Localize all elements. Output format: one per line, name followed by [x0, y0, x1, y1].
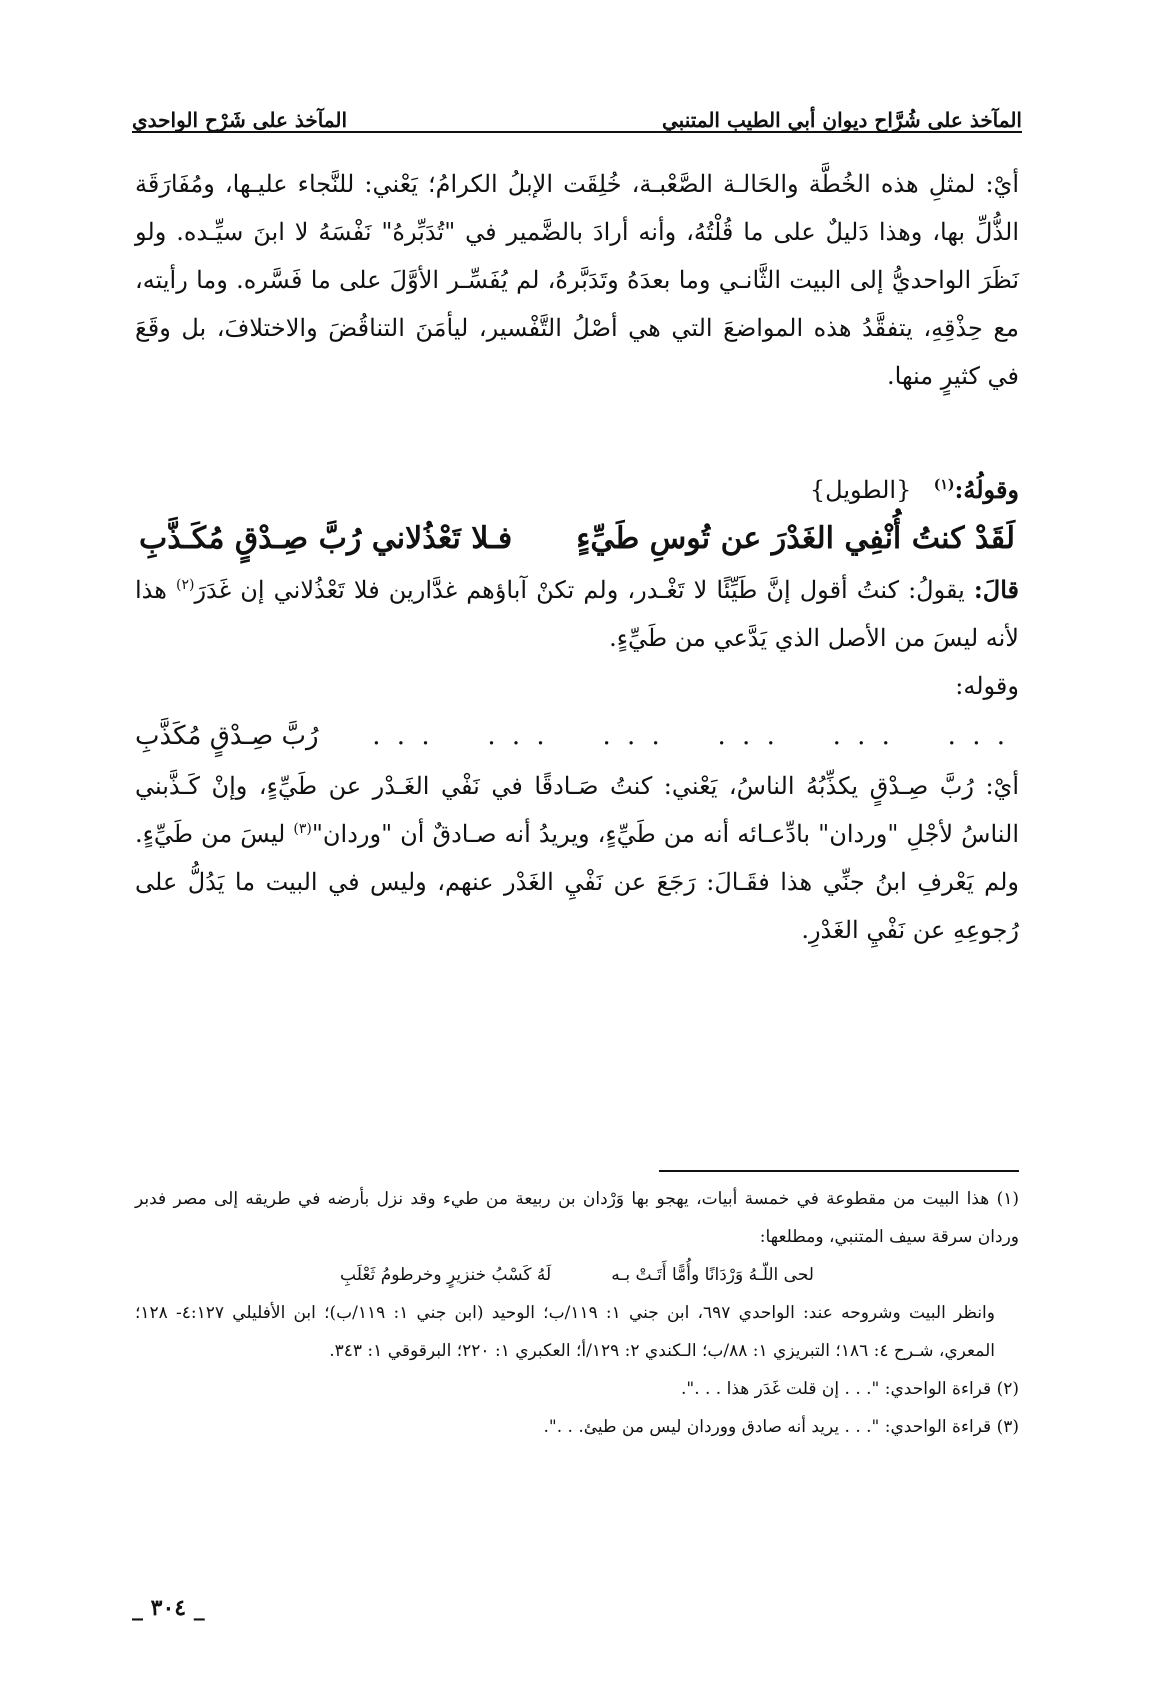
qala-keyword: قالَ: — [973, 575, 1019, 604]
footnotes — [135, 1180, 1019, 1446]
footnote-1-references: وانظر البيت وشروحه عند: الواحدي ٦٩٧، ابن جني ١: ١١٩/ب؛ الوحيد (ابن جني ١: ١١٩/ب)؛ ابن الأفليلي ٤:١٢٧- ١٢٨؛ المعري، شـرح ٤: ١٨٦؛ التبريزي ١: ٨٨/ب؛ الـكندي ٢: ١٢٩/أ؛ العكبري ١: ٢٢٠؛ البرقوقي ١: ٣٤٣. — [135, 1303, 995, 1361]
footnote-ref-1: (١) — [933, 477, 955, 493]
fn-verse-second: لَهُ كَسْبُ خنزيرٍ وخرطومُ ثَعْلَبِ — [340, 1265, 552, 1285]
verse-first-hemistich: لَقَدْ كنتُ أُنْفِي الغَدْرَ عن تُوسِ طَيِّءٍ — [576, 521, 1015, 556]
ellipsis: . . . — [487, 721, 549, 751]
footnote-ref-2: (٢) — [176, 577, 195, 593]
footnote-1: (١) هذا البيت من مقطوعة في خمسة أبيات، يهجو بها وَرْدان بن ربيعة من طيء وقد نزل بأرضه في طريقه إلى مصر فدبر وردان سرقة سيف المتنبي، ومطلعها: — [135, 1189, 1019, 1247]
lead-word: وقولُهُ: — [954, 475, 1019, 504]
qala-text: يقولُ: كنتُ أقول إنَّ طَيِّئًا لا تَغْـدر، ولم تكنْ آباؤهم غدَّارين فلا تَعْذُلاني إن غَدَرَ — [194, 576, 965, 604]
page-number: _ ٣٠٤ _ — [132, 1595, 205, 1621]
paragraph-1: أيْ: لمثلِ هذه الخُطَّة والحَالـة الصَّعْبـة، خُلِقَت الإبلُ الكرامُ؛ يَعْني: للنَّجاء عليـها، ومُفَارَقَة الذُّلِّ بها، وهذا دَليلٌ على ما قُلْتُهُ، وأنه أرادَ بالضَّمير في "تُدَبِّرهُ" نَفْسَهُ لا ابنَ سيِّـده. ولو نَظَرَ الواحديُّ إلى البيت الثَّانـي وما بعدَهُ وتَدَبَّرهُ، لم يُفَسِّـر الأوَّلَ على ما فَسَّره. وما رأيته، مع حِذْقِهِ، يتفقَّدُ هذه المواضعَ التي هي أصْلُ التَّفْسير، ليأمَنَ التناقُضَ والاختلافَ، بل وقَعَ في كثيرٍ منها. — [135, 170, 1019, 390]
meter-label: {الطويل} — [809, 476, 912, 504]
explanation-part-b: ليسَ من طَيِّءٍ. ولم يَعْرفِ ابنُ جنِّي هذا فقَـالَ: رَجَعَ عن نَفْيِ الغَدْر عنهم، وليس في البيت ما يَدُلُّ على رُجوعِهِ عن نَفْيِ الغَدْرِ. — [135, 820, 1019, 944]
ellipsis: . . . — [602, 721, 664, 751]
ellipsis: . . . — [372, 721, 434, 751]
main-text — [135, 160, 1019, 954]
verse-fragment: رُبَّ صِـدْقٍ مُكَذَّبِ — [135, 721, 319, 751]
footnote-2: (٢) قراءة الواحدي: ". . . إن قلت غَدَر هذا . . .". — [680, 1379, 1019, 1399]
verse-fragment-line — [135, 710, 1019, 762]
poem-verse — [135, 512, 1019, 566]
running-header — [132, 92, 1022, 132]
footnote-1-verse — [135, 1256, 1019, 1294]
verse-second-hemistich: فـلا تَعْذُلاني رُبَّ صِـدْقٍ مُكَـذَّبِ — [139, 521, 513, 556]
ellipsis: . . . — [947, 721, 1009, 751]
header-rule — [132, 131, 1022, 133]
commentary-qala — [135, 566, 1019, 662]
header-chapter-title: المآخذ على شَرْح الواحدي — [132, 108, 348, 132]
qala-text-end: هذا لأنه ليسَ من الأصل الذي يَدَّعي من طَيِّءٍ. — [135, 576, 1019, 652]
footnote-3: (٣) قراءة الواحدي: ". . . يريد أنه صادق ووردان ليس من طيئ. . .". — [543, 1417, 1019, 1437]
header-book-title: المآخذ على شُرَّاح ديوان أبي الطيب المتنبي — [662, 108, 1022, 132]
verse-introduction — [135, 468, 1019, 512]
section-gap — [135, 400, 1019, 468]
footnote-rule — [659, 1170, 1019, 1172]
footnote-ref-3: (٣) — [293, 821, 312, 837]
ellipsis: . . . — [832, 721, 894, 751]
explanation-paragraph — [135, 762, 1019, 954]
explanation-part-a: أيْ: رُبَّ صِـدْقٍ يكذِّبُهُ الناسُ، يَعْني: كنتُ صَـادقًا في نَفْي الغَـدْر عن طَيِّءٍ، وإنْ كَـذَّبني الناسُ لأجْلِ "وردان" بادِّعـائه أنه من طَيِّءٍ، ويريدُ أنه صـادقٌ أن "وردان" — [135, 772, 1019, 848]
ellipsis: . . . — [717, 721, 779, 751]
fn-verse-first: لحى اللّـهُ وَرْدَانًا وأُمًّا أَتَـتْ بـه — [611, 1265, 814, 1285]
waqawluh-label: وقوله: — [955, 672, 1019, 700]
